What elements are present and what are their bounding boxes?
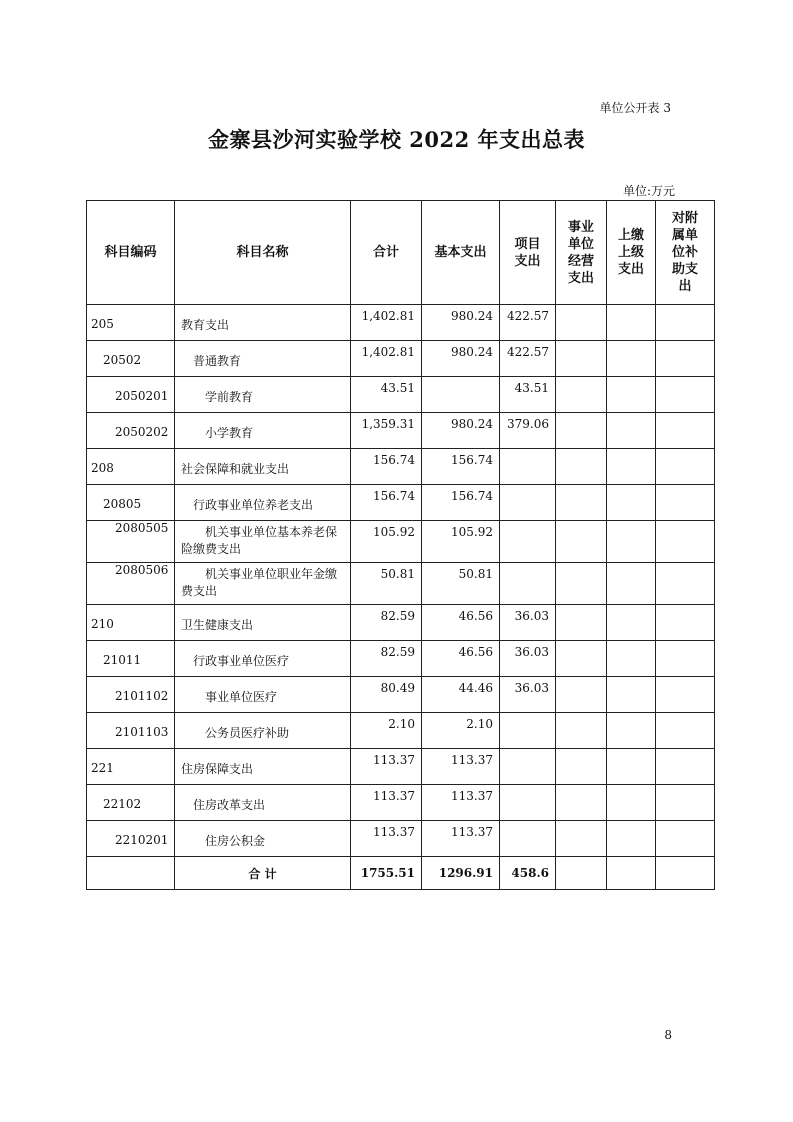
- header-remit-line: 上缴: [617, 228, 644, 243]
- row-project: 379.06: [500, 413, 556, 449]
- name-text: 住房保障支出: [181, 762, 254, 776]
- row-subsidy: [656, 821, 715, 857]
- row-remit: [607, 785, 656, 821]
- row-remit: [607, 713, 656, 749]
- table-row: [87, 563, 715, 605]
- row-subsidy: [656, 677, 715, 713]
- name-text-line1: 机关事业单位基本养老保: [205, 525, 338, 539]
- row-remit: [607, 749, 656, 785]
- row-project: [500, 821, 556, 857]
- row-name: [175, 677, 351, 713]
- header-business-line: 单位: [567, 236, 594, 252]
- form-label: 单位公开表 3: [599, 101, 671, 115]
- row-remit: [607, 563, 656, 605]
- row-basic: 46.56: [422, 605, 500, 641]
- row-code: [87, 377, 175, 413]
- row-remit: [607, 377, 656, 413]
- row-basic: 46.56: [422, 641, 500, 677]
- row-subsidy: [656, 341, 715, 377]
- row-total: 105.92: [351, 521, 422, 563]
- row-project: 36.03: [500, 641, 556, 677]
- table-row: [87, 341, 715, 377]
- expenditure-table: [86, 200, 715, 890]
- row-project: [500, 713, 556, 749]
- header-subsidy-line: 属单: [671, 228, 698, 243]
- header-subsidy-line: 助支: [671, 262, 698, 277]
- name-text: 普通教育: [193, 354, 242, 368]
- row-remit: [607, 521, 656, 563]
- row-total: 1,402.81: [351, 305, 422, 341]
- row-name: [175, 749, 351, 785]
- header-project-line: 项目: [514, 236, 541, 252]
- row-name: [175, 563, 351, 605]
- row-business: [556, 449, 607, 485]
- row-name: [175, 341, 351, 377]
- row-name: [175, 305, 351, 341]
- table-row: [87, 713, 715, 749]
- row-name: [175, 449, 351, 485]
- row-code: [87, 641, 175, 677]
- row-project: 43.51: [500, 377, 556, 413]
- row-subsidy: [656, 449, 715, 485]
- row-remit: [607, 413, 656, 449]
- row-total: 113.37: [351, 821, 422, 857]
- row-subsidy: [656, 521, 715, 563]
- table-row: [87, 485, 715, 521]
- name-text-line2: 险缴费支出: [181, 542, 242, 556]
- row-name: [175, 713, 351, 749]
- header-project-line: 支出: [514, 253, 541, 269]
- row-subsidy: [656, 749, 715, 785]
- row-name: [175, 485, 351, 521]
- header-business-line: 经营: [567, 253, 594, 269]
- header-business-line: 支出: [567, 270, 594, 286]
- code-text: 21011: [103, 653, 142, 667]
- totals-code: [87, 857, 175, 890]
- totals-business: [556, 857, 607, 890]
- row-project: [500, 521, 556, 563]
- row-project: [500, 563, 556, 605]
- row-code: [87, 521, 175, 563]
- row-basic: 980.24: [422, 341, 500, 377]
- row-total: 156.74: [351, 485, 422, 521]
- row-total: 50.81: [351, 563, 422, 605]
- row-name: [175, 785, 351, 821]
- name-text: 住房公积金: [205, 834, 266, 848]
- row-subsidy: [656, 485, 715, 521]
- row-basic: 980.24: [422, 413, 500, 449]
- header-remit-line: 支出: [617, 262, 644, 277]
- row-basic: 113.37: [422, 749, 500, 785]
- name-text-line1: 机关事业单位职业年金缴: [205, 567, 338, 581]
- row-remit: [607, 677, 656, 713]
- row-remit: [607, 305, 656, 341]
- header-project: [500, 201, 556, 305]
- page-title: 金寨县沙河实验学校 2022 年支出总表: [207, 127, 586, 152]
- name-text: 教育支出: [181, 318, 230, 332]
- unit-label: 单位:万元: [622, 184, 675, 198]
- row-business: [556, 677, 607, 713]
- name-text: 事业单位医疗: [205, 690, 278, 704]
- table-row: [87, 785, 715, 821]
- table-row: [87, 521, 715, 563]
- row-subsidy: [656, 641, 715, 677]
- row-name: [175, 605, 351, 641]
- row-business: [556, 563, 607, 605]
- row-total: 156.74: [351, 449, 422, 485]
- table-row: [87, 449, 715, 485]
- totals-subsidy: [656, 857, 715, 890]
- name-text-line2: 费支出: [181, 584, 218, 598]
- row-total: 2.10: [351, 713, 422, 749]
- row-basic: 113.37: [422, 821, 500, 857]
- row-subsidy: [656, 563, 715, 605]
- row-remit: [607, 485, 656, 521]
- row-code: [87, 821, 175, 857]
- totals-remit: [607, 857, 656, 890]
- row-business: [556, 713, 607, 749]
- row-project: [500, 785, 556, 821]
- row-basic: 105.92: [422, 521, 500, 563]
- header-name: 科目名称: [175, 201, 351, 305]
- header-subsidy-line: 对附: [671, 211, 698, 226]
- totals-project: 458.6: [500, 857, 556, 890]
- row-business: [556, 377, 607, 413]
- code-text: 210: [91, 617, 114, 631]
- row-code: [87, 305, 175, 341]
- row-name: [175, 521, 351, 563]
- code-text: 2210201: [115, 833, 169, 847]
- row-basic: 980.24: [422, 305, 500, 341]
- row-business: [556, 413, 607, 449]
- row-name: [175, 413, 351, 449]
- code-text: 208: [91, 461, 114, 475]
- row-code: [87, 341, 175, 377]
- row-name: [175, 641, 351, 677]
- row-remit: [607, 605, 656, 641]
- row-subsidy: [656, 305, 715, 341]
- code-text: 2101103: [115, 725, 169, 739]
- table-row: [87, 305, 715, 341]
- row-project: [500, 449, 556, 485]
- code-text: 2050202: [115, 425, 169, 439]
- row-code: [87, 449, 175, 485]
- row-subsidy: [656, 413, 715, 449]
- row-basic: 113.37: [422, 785, 500, 821]
- row-total: 1,359.31: [351, 413, 422, 449]
- row-total: 1,402.81: [351, 341, 422, 377]
- row-project: 422.57: [500, 305, 556, 341]
- header-remit: [607, 201, 656, 305]
- code-text: 22102: [103, 797, 142, 811]
- table-row: [87, 605, 715, 641]
- row-project: [500, 485, 556, 521]
- totals-row: [87, 857, 715, 890]
- row-basic: 44.46: [422, 677, 500, 713]
- name-text: 社会保障和就业支出: [181, 462, 290, 476]
- name-text: 住房改革支出: [193, 798, 266, 812]
- name-text: 学前教育: [205, 390, 254, 404]
- name-text: 行政事业单位医疗: [193, 654, 290, 668]
- code-text: 20502: [103, 353, 142, 367]
- name-text: 小学教育: [205, 426, 254, 440]
- row-basic: 156.74: [422, 449, 500, 485]
- name-text: 公务员医疗补助: [205, 726, 290, 740]
- row-business: [556, 521, 607, 563]
- table-row: [87, 413, 715, 449]
- totals-total: 1755.51: [351, 857, 422, 890]
- row-business: [556, 785, 607, 821]
- row-total: 113.37: [351, 749, 422, 785]
- row-business: [556, 341, 607, 377]
- row-basic: [422, 377, 500, 413]
- row-basic: 2.10: [422, 713, 500, 749]
- name-text: 卫生健康支出: [181, 618, 254, 632]
- row-name: [175, 377, 351, 413]
- code-text: 205: [91, 317, 114, 331]
- row-subsidy: [656, 605, 715, 641]
- totals-basic: 1296.91: [422, 857, 500, 890]
- row-remit: [607, 821, 656, 857]
- row-project: 422.57: [500, 341, 556, 377]
- row-code: [87, 749, 175, 785]
- table-row: [87, 677, 715, 713]
- row-project: [500, 749, 556, 785]
- code-text: 2080505: [115, 521, 169, 535]
- row-business: [556, 305, 607, 341]
- row-code: [87, 413, 175, 449]
- row-subsidy: [656, 785, 715, 821]
- code-text: 2080506: [115, 563, 169, 577]
- row-total: 113.37: [351, 785, 422, 821]
- row-code: [87, 485, 175, 521]
- row-project: 36.03: [500, 677, 556, 713]
- row-code: [87, 563, 175, 605]
- code-text: 2050201: [115, 389, 169, 403]
- header-code: 科目编码: [87, 201, 175, 305]
- row-business: [556, 821, 607, 857]
- row-basic: 50.81: [422, 563, 500, 605]
- header-total: 合计: [351, 201, 422, 305]
- header-subsidy-line: 位补: [671, 245, 698, 260]
- header-business-line: 事业: [567, 219, 594, 235]
- row-name: [175, 821, 351, 857]
- table-row: [87, 749, 715, 785]
- header-remit-line: 上级: [617, 245, 644, 260]
- row-code: [87, 785, 175, 821]
- header-row: [87, 201, 715, 305]
- header-subsidy: [656, 201, 715, 305]
- code-text: 2101102: [115, 689, 169, 703]
- table-row: [87, 641, 715, 677]
- totals-label: 合 计: [175, 857, 351, 890]
- row-remit: [607, 449, 656, 485]
- table-row: [87, 377, 715, 413]
- header-subsidy-line: 出: [678, 279, 692, 294]
- row-business: [556, 485, 607, 521]
- header-business: [556, 201, 607, 305]
- row-subsidy: [656, 377, 715, 413]
- row-code: [87, 713, 175, 749]
- row-remit: [607, 341, 656, 377]
- row-business: [556, 641, 607, 677]
- row-business: [556, 749, 607, 785]
- table-row: [87, 821, 715, 857]
- header-basic: 基本支出: [422, 201, 500, 305]
- row-code: [87, 605, 175, 641]
- row-total: 82.59: [351, 605, 422, 641]
- row-project: 36.03: [500, 605, 556, 641]
- row-total: 82.59: [351, 641, 422, 677]
- row-business: [556, 605, 607, 641]
- row-total: 80.49: [351, 677, 422, 713]
- row-basic: 156.74: [422, 485, 500, 521]
- page-number: 8: [664, 1028, 672, 1042]
- row-subsidy: [656, 713, 715, 749]
- row-code: [87, 677, 175, 713]
- code-text: 20805: [103, 497, 142, 511]
- code-text: 221: [91, 761, 114, 775]
- row-total: 43.51: [351, 377, 422, 413]
- name-text: 行政事业单位养老支出: [193, 498, 314, 512]
- row-remit: [607, 641, 656, 677]
